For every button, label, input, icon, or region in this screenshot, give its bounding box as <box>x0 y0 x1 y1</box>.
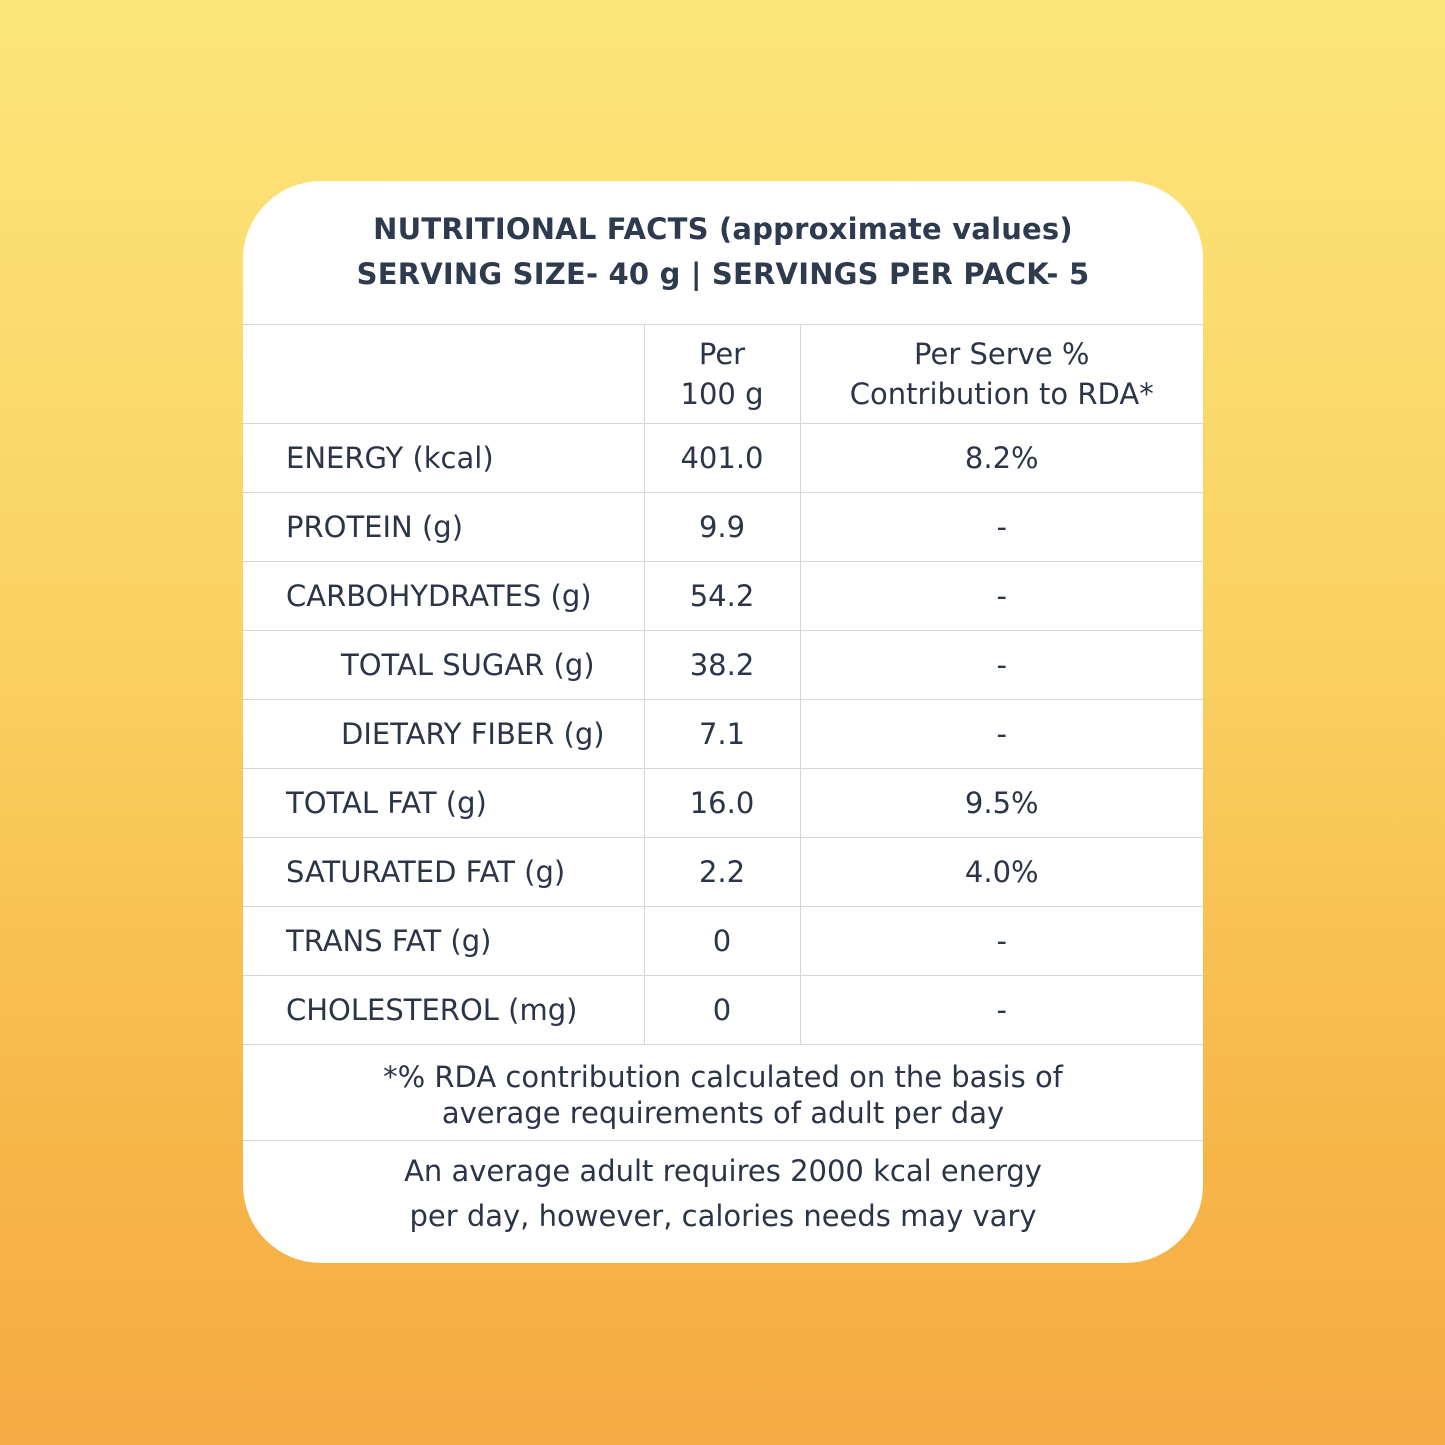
per-100g-value: 54.2 <box>644 562 800 631</box>
note-line-2: per day, however, calories needs may vary <box>409 1199 1037 1233</box>
table-row <box>243 700 1203 769</box>
nutrition-facts-card <box>243 181 1203 1263</box>
per-100g-value: 0 <box>644 907 800 976</box>
header-rda-line-1: Per Serve % <box>914 337 1090 371</box>
rda-value: - <box>800 631 1203 700</box>
per-100g-value: 401.0 <box>644 424 800 493</box>
nutrition-title <box>243 181 1203 324</box>
table-row <box>243 769 1203 838</box>
table-row <box>243 907 1203 976</box>
rda-value: 9.5% <box>800 769 1203 838</box>
table-row <box>243 631 1203 700</box>
header-per-100g-line-2: 100 g <box>680 377 764 411</box>
nutrient-name: ENERGY (kcal) <box>243 424 644 493</box>
title-line-2: SERVING SIZE- 40 g | SERVINGS PER PACK- 5 <box>356 257 1090 291</box>
table-row <box>243 424 1203 493</box>
table-row <box>243 838 1203 907</box>
header-rda <box>800 325 1203 424</box>
table-header-row <box>243 325 1203 424</box>
per-100g-value: 38.2 <box>644 631 800 700</box>
rda-value: 8.2% <box>800 424 1203 493</box>
rda-footnote <box>243 1044 1203 1140</box>
nutrition-table <box>243 324 1203 1044</box>
nutrient-name: TRANS FAT (g) <box>243 907 644 976</box>
footnote-line-1: *% RDA contribution calculated on the basis of <box>383 1060 1063 1094</box>
per-100g-value: 2.2 <box>644 838 800 907</box>
per-100g-value: 9.9 <box>644 493 800 562</box>
rda-value: - <box>800 562 1203 631</box>
energy-note <box>243 1140 1203 1239</box>
rda-value: 4.0% <box>800 838 1203 907</box>
per-100g-value: 16.0 <box>644 769 800 838</box>
footnote-line-2: average requirements of adult per day <box>441 1096 1005 1130</box>
note-line-1: An average adult requires 2000 kcal energy <box>404 1154 1042 1188</box>
header-rda-line-2: Contribution to RDA* <box>849 377 1154 411</box>
rda-value: - <box>800 700 1203 769</box>
header-nutrient <box>243 325 644 424</box>
rda-value: - <box>800 976 1203 1045</box>
table-row <box>243 562 1203 631</box>
nutrient-name: TOTAL FAT (g) <box>243 769 644 838</box>
nutrient-name: CHOLESTEROL (mg) <box>243 976 644 1045</box>
header-per-100g <box>644 325 800 424</box>
nutrient-name: TOTAL SUGAR (g) <box>243 631 644 700</box>
rda-value: - <box>800 493 1203 562</box>
nutrient-name: DIETARY FIBER (g) <box>243 700 644 769</box>
title-line-1: NUTRITIONAL FACTS (approximate values) <box>373 212 1073 246</box>
table-row <box>243 493 1203 562</box>
nutrient-name: CARBOHYDRATES (g) <box>243 562 644 631</box>
nutrient-name: PROTEIN (g) <box>243 493 644 562</box>
table-row <box>243 976 1203 1045</box>
per-100g-value: 7.1 <box>644 700 800 769</box>
nutrient-name: SATURATED FAT (g) <box>243 838 644 907</box>
rda-value: - <box>800 907 1203 976</box>
header-per-100g-line-1: Per <box>698 337 746 371</box>
per-100g-value: 0 <box>644 976 800 1045</box>
